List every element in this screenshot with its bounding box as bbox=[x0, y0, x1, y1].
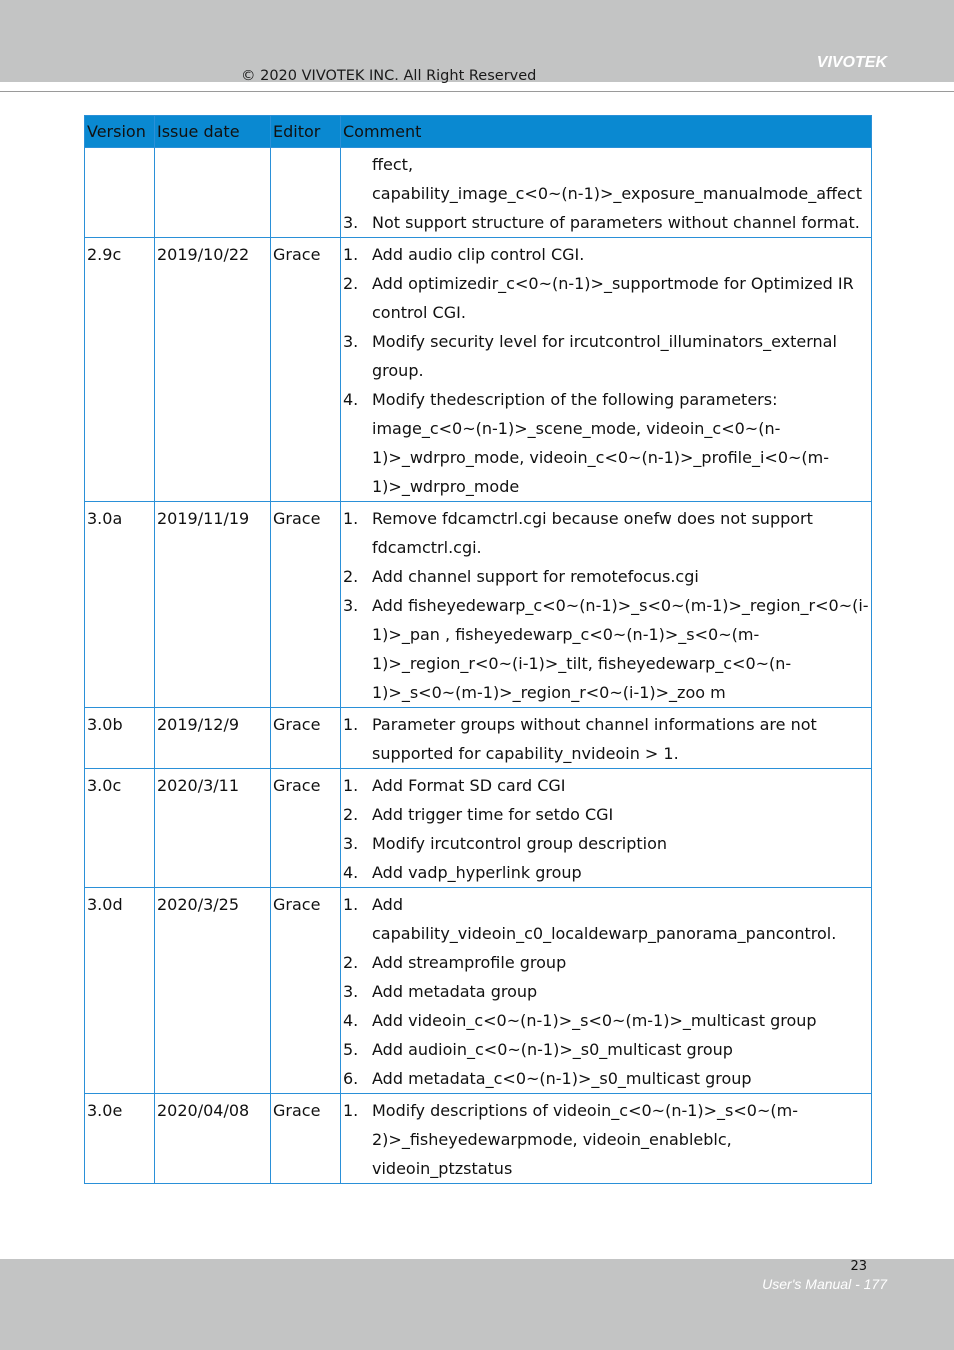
comment-item bbox=[343, 800, 869, 829]
item-text: Add capability_videoin_c0_localdewarp_panorama_pancontrol. bbox=[372, 895, 837, 943]
item-text: Modify security level for ircutcontrol_illuminators_external group. bbox=[372, 332, 837, 380]
date-cell: 2019/12/9 bbox=[155, 708, 271, 769]
item-text: Add fisheyedewarp_c<0~(n-1)>_s<0~(m-1)>_region_r<0~(i-1)>_pan , fisheyedewarp_c<0~(n-1)>_s<0~(m-1)>_region_r<0~(i-1)>_tilt, fisheyedewarp_c<0~(n-1)>_s<0~(m-1)>_region_r<0~(i-1)>_zoo m bbox=[372, 596, 869, 702]
column-header-editor: Editor bbox=[271, 116, 341, 148]
date-cell: 2019/10/22 bbox=[155, 238, 271, 502]
item-number: 2. bbox=[343, 805, 359, 824]
item-text: Add videoin_c<0~(n-1)>_s<0~(m-1)>_multicast group bbox=[372, 1011, 817, 1030]
comment-list bbox=[343, 710, 869, 768]
comment-item bbox=[343, 710, 869, 768]
item-text: Add trigger time for setdo CGI bbox=[372, 805, 614, 824]
version-cell: 3.0e bbox=[85, 1094, 155, 1184]
comment-list bbox=[343, 890, 869, 1093]
comment-item bbox=[343, 504, 869, 562]
comment-cell bbox=[341, 888, 872, 1094]
comment-item bbox=[343, 208, 869, 237]
column-header-comment: Comment bbox=[341, 116, 872, 148]
comment-item bbox=[343, 1006, 869, 1035]
version-cell bbox=[85, 148, 155, 238]
item-number: 3. bbox=[343, 213, 359, 232]
comment-list bbox=[343, 504, 869, 707]
comment-item bbox=[343, 948, 869, 977]
editor-cell: Grace bbox=[271, 238, 341, 502]
comment-item bbox=[343, 1064, 869, 1093]
comment-item bbox=[343, 1096, 869, 1183]
item-number: 4. bbox=[343, 390, 359, 409]
item-number: 6. bbox=[343, 1069, 359, 1088]
comment-item bbox=[343, 327, 869, 385]
item-text: Add vadp_hyperlink group bbox=[372, 863, 582, 882]
item-text: Add streamprofile group bbox=[372, 953, 567, 972]
column-header-version: Version bbox=[85, 116, 155, 148]
table-row bbox=[85, 502, 872, 708]
item-number: 1. bbox=[343, 776, 359, 795]
version-cell: 3.0d bbox=[85, 888, 155, 1094]
item-number: 3. bbox=[343, 332, 359, 351]
comment-item bbox=[343, 269, 869, 327]
comment-item bbox=[343, 890, 869, 948]
item-text: Add metadata_c<0~(n-1)>_s0_multicast group bbox=[372, 1069, 752, 1088]
item-text: Not support structure of parameters without channel format. bbox=[372, 213, 860, 232]
item-number: 3. bbox=[343, 834, 359, 853]
editor-cell bbox=[271, 148, 341, 238]
editor-cell: Grace bbox=[271, 888, 341, 1094]
version-cell: 3.0a bbox=[85, 502, 155, 708]
item-number: 1. bbox=[343, 895, 359, 914]
table-row bbox=[85, 708, 872, 769]
item-number: 4. bbox=[343, 863, 359, 882]
table-row bbox=[85, 769, 872, 888]
item-text: Modify thedescription of the following parameters: image_c<0~(n-1)>_scene_mode, videoin_c<0~(n-1)>_wdrpro_mode, videoin_c<0~(n-1)>_profile_i<0~(m-1)>_wdrpro_mode bbox=[372, 390, 830, 496]
item-number: 5. bbox=[343, 1040, 359, 1059]
comment-item bbox=[343, 562, 869, 591]
header-divider bbox=[0, 91, 954, 92]
comment-cell bbox=[341, 148, 872, 238]
item-number: 1. bbox=[343, 715, 359, 734]
comment-item bbox=[343, 771, 869, 800]
item-text: Modify descriptions of videoin_c<0~(n-1)>_s<0~(m-2)>_fisheyedewarpmode, videoin_enableblc, videoin_ptzstatus bbox=[372, 1101, 798, 1178]
version-cell: 2.9c bbox=[85, 238, 155, 502]
editor-cell: Grace bbox=[271, 708, 341, 769]
date-cell bbox=[155, 148, 271, 238]
editor-cell: Grace bbox=[271, 769, 341, 888]
item-number: 4. bbox=[343, 1011, 359, 1030]
item-text: Add Format SD card CGI bbox=[372, 776, 566, 795]
item-text: Parameter groups without channel informations are not supported for capability_nvideoin > 1. bbox=[372, 715, 817, 763]
item-number: 1. bbox=[343, 509, 359, 528]
item-number: 1. bbox=[343, 1101, 359, 1120]
item-number: 3. bbox=[343, 596, 359, 615]
page-number: 23 bbox=[850, 1259, 867, 1274]
item-text: Remove fdcamctrl.cgi because onefw does not support fdcamctrl.cgi. bbox=[372, 509, 813, 557]
copyright-notice: © 2020 VIVOTEK INC. All Right Reserved bbox=[241, 68, 537, 84]
brand-logo: VIVOTEK bbox=[816, 54, 887, 71]
revision-history-table bbox=[84, 115, 872, 1184]
comment-item bbox=[343, 591, 869, 707]
continuation-line: capability_image_c<0~(n-1)>_exposure_manualmode_affect bbox=[372, 184, 862, 203]
editor-cell: Grace bbox=[271, 502, 341, 708]
item-number: 2. bbox=[343, 953, 359, 972]
manual-page-label: User's Manual - 177 bbox=[762, 1276, 887, 1292]
comment-cell bbox=[341, 1094, 872, 1184]
date-cell: 2019/11/19 bbox=[155, 502, 271, 708]
comment-list bbox=[343, 771, 869, 887]
item-text: Add audio clip control CGI. bbox=[372, 245, 585, 264]
item-number: 2. bbox=[343, 274, 359, 293]
comment-item bbox=[343, 1035, 869, 1064]
comment-list bbox=[343, 240, 869, 501]
comment-list bbox=[343, 1096, 869, 1183]
table-row-continuation bbox=[85, 148, 872, 238]
comment-list bbox=[343, 208, 869, 237]
comment-item bbox=[343, 240, 869, 269]
version-cell: 3.0c bbox=[85, 769, 155, 888]
comment-item bbox=[343, 829, 869, 858]
comment-item bbox=[343, 858, 869, 887]
version-cell: 3.0b bbox=[85, 708, 155, 769]
editor-cell: Grace bbox=[271, 1094, 341, 1184]
comment-cell bbox=[341, 769, 872, 888]
item-number: 3. bbox=[343, 982, 359, 1001]
item-text: Add channel support for remotefocus.cgi bbox=[372, 567, 699, 586]
date-cell: 2020/3/25 bbox=[155, 888, 271, 1094]
item-number: 1. bbox=[343, 245, 359, 264]
comment-cell bbox=[341, 708, 872, 769]
footer-band bbox=[0, 1259, 954, 1350]
item-text: Add optimizedir_c<0~(n-1)>_supportmode for Optimized IR control CGI. bbox=[372, 274, 854, 322]
item-text: Add metadata group bbox=[372, 982, 538, 1001]
item-number: 2. bbox=[343, 567, 359, 586]
comment-item bbox=[343, 977, 869, 1006]
item-text: Modify ircutcontrol group description bbox=[372, 834, 668, 853]
table-header-row bbox=[85, 116, 872, 148]
continuation-line: ffect, bbox=[372, 155, 414, 174]
date-cell: 2020/04/08 bbox=[155, 1094, 271, 1184]
comment-item bbox=[343, 385, 869, 501]
item-text: Add audioin_c<0~(n-1)>_s0_multicast group bbox=[372, 1040, 733, 1059]
table-row bbox=[85, 888, 872, 1094]
column-header-issue-date: Issue date bbox=[155, 116, 271, 148]
comment-cell bbox=[341, 502, 872, 708]
table-row bbox=[85, 1094, 872, 1184]
table-row bbox=[85, 238, 872, 502]
comment-cell bbox=[341, 238, 872, 502]
date-cell: 2020/3/11 bbox=[155, 769, 271, 888]
